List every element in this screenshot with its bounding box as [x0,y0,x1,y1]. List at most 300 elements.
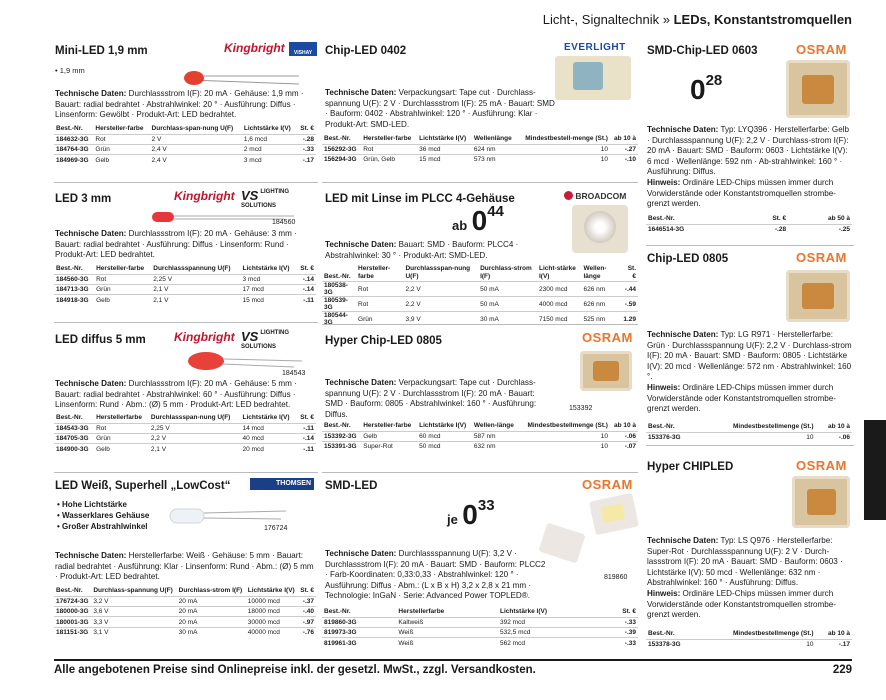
product-title: SMD-LED [325,480,378,492]
column-header: St. € [300,414,314,421]
table-row [54,134,316,144]
value: 3,9 V [403,312,478,327]
table-row [322,297,638,312]
color: Weiß [396,638,498,648]
value: 3,3 V [91,617,176,627]
value: 2 mcd [242,144,297,154]
chipled-image [792,476,850,528]
tech-label: Technische Daten: [325,378,397,387]
column-header: Lichtstärke I(V) [419,422,467,429]
column-header: St. € [300,587,314,594]
product-led-white [54,472,318,656]
table-row [322,441,638,451]
order-number: 180001-3G [54,617,91,627]
product-title: LED mit Linse im PLCC 4-Gehäuse [325,193,515,205]
color: Gelb [94,444,149,454]
smd-led-window [600,503,625,523]
hint-label: Hinweis: [647,177,681,187]
price: -.76 [298,627,316,637]
tech-text: Verpackungsart: Tape cut · Durchlass-spannung U(F): 2 V · Durchlassstrom I(F): 25 mA · Bauart: SMD · Bauform: 0402 · Abstrahlwinkel: 120 ° · Ausführung: Klar · Produkt-Art: SMD-LED. [325,88,555,129]
color: Grün [94,284,151,294]
kingbright-logo: Kingbright [174,330,235,344]
column-header: Hersteller-farbe [358,265,391,280]
vs-logo-mark: VS [241,188,259,203]
tech-text: Verpackungsart: Tape cut · Durchlass-spannung U(F): 2 V · Durchlassstrom I(F): 20 mA · Bauart: SMD · Bauform: 0805 · Abstrahlwinkel: 160 ° · Ausführung: Diffus. [325,378,537,419]
tech-text: Typ: LS Q976 · Herstellerfarbe: Super-Rot · Durchlassspannung U(F): 2 V · Durch-lassstrom I(F): 20 mA · Bauart: SMD · Bauform: 0603 · Lichtstärke I(V): 50 mcd · Wellenlänge: 632 nm · Abstrahlwinkel: 160 ° · Ausführung: Diffus. [647,536,843,588]
table-row [54,144,316,154]
value: 624 nm [472,144,517,154]
product-table [322,134,638,165]
value: 40 mcd [241,433,297,443]
price: -.10 [610,154,638,164]
value: 2,1 V [151,295,240,305]
value: 15 mcd [417,154,472,164]
value: 20 mA [177,606,246,616]
hint-label: Hinweis: [647,382,681,392]
order-number: 184543-3G [54,423,94,433]
color: Rot [361,144,417,154]
value: 626 nm [581,297,620,312]
price-int: 0 [690,74,706,105]
column-header: Hersteller-farbe [96,265,145,272]
logo-line: LIGHTING [260,330,290,336]
product-table [322,607,638,648]
value: 573 nm [472,154,517,164]
product-plcc4-led [322,182,638,327]
color: Super-Rot [361,441,417,451]
price: -.06 [610,431,638,441]
footer-divider [54,659,852,661]
order-number: 184764-3G [54,144,93,154]
lens [584,211,616,243]
color: Weiß [396,627,498,637]
value: 10 [517,154,610,164]
table-header [54,124,316,134]
product-title: Hyper Chip-LED 0805 [325,335,442,347]
table-row [646,639,852,649]
tech-label: Technische Daten: [55,229,127,238]
order-number: 184632-3G [54,134,93,144]
value: 50 mcd [417,441,472,451]
table-row [646,224,852,234]
order-number: 819860-3G [322,617,396,627]
value: 30 mA [478,312,537,327]
value: 587 nm [472,431,519,441]
tech-label: Technische Daten: [325,88,397,97]
tech-text: Durchlassspannung U(F): 3,2 V · Durchlassstrom I(F): 20 mA · Bauart: SMD · Bauform: PLCC2 · Farb-Koordinaten: 0,33:0,33 · Abstrahlwinkel: 120 ° · Ausführung: Diffus · Abm.: (L x B x H) 3,2 x 2,8 x 21 mm · Technologie: InGaN · Serie: Advanced Power TOPLED®. [325,549,546,601]
table-row [322,154,638,164]
color: Grün [356,312,403,327]
product-table [54,586,316,638]
price: -.33 [602,617,638,627]
table-row [54,274,316,284]
product-led-5mm [54,322,318,472]
table-row [322,144,638,154]
tech-label: Technische Daten: [55,379,127,388]
table-row [322,638,638,648]
tech-text: Durchlassstrom I(F): 20 mA · Gehäuse: 3 mm · Bauart: radial bedrahtet · Ausführung: Diffus · Linsenform: Rund · Produkt-Art: LED bedrahtet. [55,229,297,260]
column-header: St. € [627,265,636,280]
broadcom-logo-text: BROADCOM [575,191,627,201]
table-row [54,596,316,606]
color: Gelb [93,155,149,165]
article-number: 819860 [604,574,628,581]
column-header: Herstellerfarbe [398,608,445,615]
tech-data [325,88,555,130]
value: 3 mcd [241,274,297,284]
product-table [322,264,638,326]
article-number: 176724 [264,525,288,532]
vishay-logo-text: VISHAY [293,50,313,56]
price-int: 0 [462,499,478,530]
column-header: Durchlass-strom I(F) [178,587,243,594]
value: 2,25 V [151,274,240,284]
value: 2,4 V [150,144,242,154]
value: 7150 mcd [537,312,581,327]
price: -.33 [297,144,316,154]
tech-data [647,125,853,210]
column-header: ab 50 à [827,215,850,222]
article-number: 184560 [272,219,296,226]
column-header: Best.-Nr. [56,125,83,132]
tech-label: Technische Daten: [325,549,397,558]
column-header: Durchlass-spannung U(F) [93,587,173,594]
tech-data [55,229,317,261]
product-title: LED Weiß, Superhell „LowCost“ [55,480,231,492]
value: 3,2 V [91,596,176,606]
order-number: 184918-3G [54,295,94,305]
value: 4000 mcd [537,297,581,312]
tech-text: Herstellerfarbe: Weiß · Gehäuse: 5 mm · Bauart: radial bedrahtet · Ausführung: Klar · Linsenform: Rund · Abm.: (Ø) 5 mm · Produkt-Art: LED bedrahtet. [55,551,314,582]
color: Rot [356,282,403,297]
column-header: Herstellerfarbe [96,414,142,421]
price-tag [690,71,723,106]
broadcom-icon [564,191,573,200]
price: -.17 [816,639,852,649]
order-number: 184705-3G [54,433,94,443]
value: 392 mcd [498,617,602,627]
column-header: Lichtstärke I(V) [247,587,295,594]
table-header [322,134,638,144]
column-header: Wellen-länge [473,422,514,429]
product-mini-led [54,40,318,188]
price-prefix: ab [452,218,468,233]
order-number: 184900-3G [54,444,94,454]
table-row [322,627,638,637]
tech-label: Technische Daten: [647,125,719,134]
column-header: Lichtstärke I(V) [243,125,291,132]
column-header: Durchlassspannung U(F) [153,265,231,272]
price: -.44 [621,282,638,297]
lighting-solutions-logo [241,330,289,351]
column-header: St. € [772,215,787,222]
color: Rot [94,423,149,433]
price-tag [447,496,495,531]
product-hyper-chip-0805 [322,324,638,472]
value: 60 mcd [417,431,472,441]
osram-logo: OSRAM [582,330,633,345]
tech-label: Technische Daten: [55,89,127,98]
column-header: Best.-Nr. [648,423,675,430]
price: -.07 [610,441,638,451]
value: 525 nm [581,312,620,327]
product-table [646,422,852,442]
price-int: 0 [471,205,488,236]
value: 18000 mcd [246,606,298,616]
tech-data [325,378,550,420]
table-header [646,422,852,432]
column-header: Lichtstärke I(V) [419,135,467,142]
chip-die [573,62,603,90]
osram-logo: OSRAM [796,250,847,265]
vishay-logo [289,42,317,56]
product-table [54,264,316,305]
column-header: Best.-Nr. [56,414,83,421]
column-header: Hersteller-farbe [363,422,412,429]
price-decimal: 28 [705,71,723,89]
color: Rot [93,134,149,144]
value: 10 [697,432,815,442]
tech-text: Typ: LG R971 · Herstellerfarbe: Grün · Durchlassspannung U(F): 2,2 V · Durchlass-strom I(F): 20 mA · Bauart: SMD · Bauform: 0805 · Lichtstärke I(V): 20 mcd · Wellenlänge: 572 nm · Abstrahlwinkel: 160 °. [647,330,852,382]
price: -.06 [816,432,852,442]
color: Grün [94,433,149,443]
price: -.14 [297,274,317,284]
bullet-item: • Wasserklares Gehäuse [57,511,150,520]
price: -.28 [297,134,316,144]
value: 10 [517,144,610,154]
table-row [54,423,316,433]
price: -.27 [610,144,638,154]
bullet-text: Großer Abstrahlwinkel [62,522,148,531]
value: 10 [519,441,610,451]
column-header: Hersteller-farbe [95,125,144,132]
table-header [322,421,638,431]
column-header: Durchlass-span-nung U(F) [151,125,234,132]
product-smd-chip-0603 [646,40,854,245]
color: Grün [93,144,149,154]
hint-label: Hinweis: [647,588,681,598]
order-number: 176724-3G [54,596,91,606]
tech-data [55,551,317,583]
order-number: 184560-3G [54,274,94,284]
tech-data [55,89,317,121]
price: -.28 [745,224,789,234]
chip-0805-image [580,351,632,391]
order-number: 180538-3G [322,282,356,297]
bullet-list [57,499,149,532]
value: 2,1 V [151,284,240,294]
table-header [54,413,316,423]
price: -.37 [298,596,316,606]
everlight-logo: EVERLIGHT [564,42,626,53]
price: -.33 [602,638,638,648]
column-header: Lichtstärke I(V) [500,608,547,615]
color: Gelb [361,431,417,441]
plcc4-image [572,205,628,253]
value: 14 mcd [241,423,297,433]
hint-text: Ordinäre LED-Chips müssen immer durch Vorwiderstände oder Konstantstromquellen strombe-grenzt werden. [647,177,836,209]
tech-label: Technische Daten: [55,551,127,560]
value: 3 mcd [242,155,297,165]
order-number: 180539-3G [322,297,356,312]
column-header: Best.-Nr. [324,135,351,142]
product-chip-0805 [646,245,854,445]
column-header: St. € [622,608,636,615]
column-header: Wellenlänge [473,135,512,142]
price: -.25 [788,224,852,234]
table-header [322,264,638,282]
bullet-item: • Hohe Lichtstärke [57,500,127,509]
table-row [54,627,316,637]
product-table [54,124,316,165]
price: -.40 [298,606,316,616]
table-row [646,432,852,442]
value: 2,2 V [403,282,478,297]
header-title: LEDs, Konstantstromquellen [673,12,852,27]
table-row [54,284,316,294]
price: -.97 [298,617,316,627]
order-number: 153378-3G [646,639,697,649]
table-row [54,617,316,627]
product-title: Mini-LED 1,9 mm [55,45,148,57]
order-number: 153392-3G [322,431,361,441]
tech-text: Durchlassstrom I(F): 20 mA · Gehäuse: 5 mm · Bauart: radial bedrahtet · Abstrahlwinkel: 60 ° · Ausführung: Diffus · Linsenform: Rund · Abm.: (Ø) 5 mm · Produkt-Art: LED bedrahtet. [55,379,297,410]
product-table [54,413,316,454]
column-header: Best.-Nr. [648,630,675,637]
value: 40000 mcd [246,627,298,637]
table-row [54,606,316,616]
chapter-tab [864,420,886,520]
color: Gelb [94,295,151,305]
order-number: 184969-3G [54,155,93,165]
price-tag [452,202,504,237]
table-header [646,214,852,224]
price: -.39 [602,627,638,637]
value: 20 mA [177,596,246,606]
value: 50 mA [478,297,537,312]
product-title: LED 3 mm [55,193,112,205]
article-number: 184543 [282,370,306,377]
column-header: Durchlassspan-nung U(F) [150,414,231,421]
order-number: 156292-3G [322,144,361,154]
column-header: ab 10 à [613,135,636,142]
product-led-3mm [54,182,318,322]
thomsen-logo [250,478,314,490]
color: Kaltweiß [396,617,498,627]
chip-0805-image [786,270,850,322]
value: 15 mcd [241,295,297,305]
smd-led-image [589,493,639,535]
column-header: Best.-Nr. [56,265,83,272]
tech-label: Technische Daten: [325,240,397,249]
chip-0603-image [786,60,850,118]
hint-text: Ordinäre LED-Chips müssen immer durch Vorwiderstände oder Konstantstromquellen strombe-grenzt werden. [647,588,836,620]
footer-note: Alle angebotenen Preise sind Onlinepreise inkl. der gesetzl. MwSt., zzgl. Versandkosten. [54,664,536,676]
price: -.17 [297,155,316,165]
value: 2,1 V [149,444,241,454]
column-header: Mindestbestellmenge (St.) [527,422,608,429]
product-title: SMD-Chip-LED 0603 [647,45,758,57]
value: 3,6 V [91,606,176,616]
product-hyper-chipled [646,445,854,655]
value: 10000 mcd [246,596,298,606]
order-number: 180544-3G [322,312,356,327]
logo-line: SOLUTIONS [241,344,277,350]
article-number: 153392 [569,405,593,412]
page-number: 229 [832,664,852,676]
price: -.11 [297,295,317,305]
column-header: St. € [300,125,314,132]
white-led-image [166,503,316,533]
order-number: 153391-3G [322,441,361,451]
value: 50 mA [478,282,537,297]
value: 2,2 V [403,297,478,312]
value: 30000 mcd [246,617,298,627]
value: 10 [519,431,610,441]
column-header: Wellen-länge [583,265,607,280]
bullet-text: Wasserklares Gehäuse [62,511,150,520]
order-number: 153376-3G [646,432,697,442]
table-row [54,433,316,443]
column-header: Best.-Nr. [56,587,83,594]
table-header [54,586,316,596]
tech-data [325,549,547,602]
column-header: Best.-Nr. [648,215,675,222]
table-row [322,617,638,627]
value: 30 mA [177,627,246,637]
tech-data [325,240,525,261]
price: -.14 [297,284,317,294]
value: 2 V [150,134,242,144]
column-header: Licht-stärke I(V) [539,265,576,280]
column-header: ab 10 à [827,423,850,430]
tech-label: Technische Daten: [647,330,719,339]
tech-data [55,379,317,411]
value: 20 mcd [241,444,297,454]
price-prefix: je [447,512,458,527]
value: 1,6 mcd [242,134,297,144]
tech-data [647,536,853,621]
order-number: 181151-3G [54,627,91,637]
table-header [322,607,638,617]
table-row [322,282,638,297]
price: -.11 [297,423,317,433]
product-title: Hyper CHIPLED [647,461,734,473]
osram-logo: OSRAM [796,42,847,57]
thomsen-logo-text: THOMSEN [276,480,311,487]
tech-text: Durchlassstrom I(F): 20 mA · Gehäuse: 1,9 mm · Bauart: radial bedrahtet · Abstrahlwinkel: 20 ° · Ausführung: Diffus · Linsenform: Gewölbt · Produkt-Art: LED bedrahtet. [55,89,304,120]
column-header: Mindestbestell-menge (St.) [525,135,608,142]
value: 36 mcd [417,144,472,154]
value: 626 nm [581,282,620,297]
tech-data [647,330,853,415]
value: 2,25 V [149,423,241,433]
column-header: Lichtstärke I(V) [242,414,290,421]
column-header: Best.-Nr. [324,422,351,429]
value: 2,4 V [150,155,242,165]
chip-0402-image [555,56,631,100]
column-header: Mindestbestellmenge (St.) [732,630,814,637]
product-title: Chip-LED 0805 [647,253,729,265]
hint-text: Ordinäre LED-Chips müssen immer durch Vorwiderstände oder Konstantstromquellen strombe-grenzt werden. [647,382,836,414]
price: 1.29 [621,312,638,327]
color: Rot [356,297,403,312]
value: 2,2 V [149,433,241,443]
column-header: Durchlass-strom I(F) [480,265,532,280]
product-title: Chip-LED 0402 [325,45,407,57]
kingbright-logo: Kingbright [224,41,285,55]
value: 2300 mcd [537,282,581,297]
